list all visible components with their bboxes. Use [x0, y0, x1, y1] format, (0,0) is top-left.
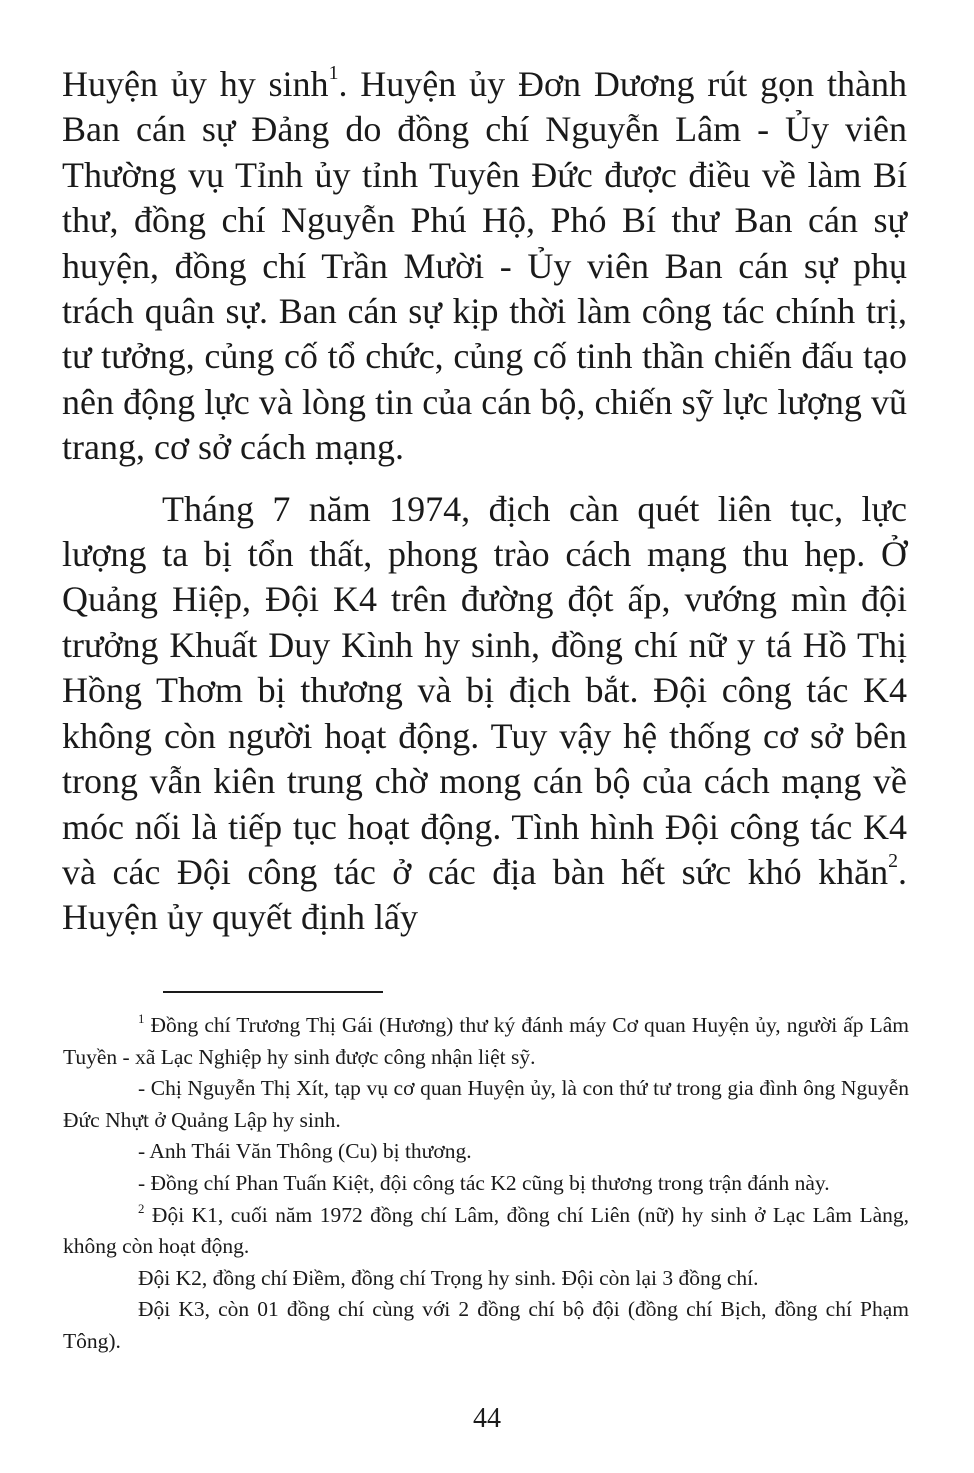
footnote-2-item [63, 1263, 909, 1295]
paragraph-text: Huyện ủy hy sinh [62, 64, 329, 104]
footnote-1 [63, 1010, 909, 1073]
footnote-text: - Chị Nguyễn Thị Xít, tạp vụ cơ quan Huyện ủy, là con thứ tư trong gia đình ông Nguyễn Đức Nhựt ở Quảng Lập hy sinh. [63, 1076, 909, 1132]
footnote-1-item [63, 1136, 909, 1168]
paragraph-text: . Huyện ủy Đơn Dương rút gọn thành Ban cán sự Đảng do đồng chí Nguyễn Lâm - Ủy viên Thường vụ Tỉnh ủy tỉnh Tuyên Đức được điều về làm Bí thư, đồng chí Nguyễn Phú Hộ, Phó Bí thư Ban cán sự huyện, đồng chí Trần Mười - Ủy viên Ban cán sự phụ trách quân sự. Ban cán sự kịp thời làm công tác chính trị, tư tưởng, củng cố tổ chức, củng cố tinh thần chiến đấu tạo nên động lực và lòng tin của cán bộ, chiến sỹ lực lượng vũ trang, cơ sở cách mạng. [62, 64, 907, 468]
footnote-ref-1: 1 [328, 62, 339, 85]
footnote-text: Đội K3, còn 01 đồng chí cùng với 2 đồng chí bộ đội (đồng chí Bịch, đồng chí Phạm Tông). [63, 1297, 909, 1353]
paragraph-1 [62, 62, 907, 471]
footnotes [63, 1010, 909, 1358]
footnote-marker: 1 [138, 1011, 145, 1026]
footnote-marker: 2 [138, 1201, 145, 1216]
footnote-text: Đội K1, cuối năm 1972 đồng chí Lâm, đồng chí Liên (nữ) hy sinh ở Lạc Lâm Làng, không còn hoạt động. [63, 1202, 909, 1259]
paragraph-2 [62, 487, 907, 941]
footnote-text: - Anh Thái Văn Thông (Cu) bị thương. [138, 1139, 472, 1164]
page-number: 44 [473, 1403, 501, 1434]
footnote-2 [63, 1200, 909, 1263]
footnote-2-item [63, 1294, 909, 1357]
paragraph-text: Tháng 7 năm 1974, địch càn quét liên tục, lực lượng ta bị tổn thất, phong trào cách mạng thu hẹp. Ở Quảng Hiệp, Đội K4 trên đường đột ấp, vướng mìn đội trưởng Khuất Duy Kình hy sinh, đồng chí nữ y tá Hồ Thị Hồng Thơm bị thương và bị địch bắt. Đội công tác K4 không còn người hoạt động. Tuy vậy hệ thống cơ sở bên trong vẫn kiên trung chờ mong cán bộ của cách mạng về móc nối là tiếp tục hoạt động. Tình hình Đội công tác K4 và các Đội công tác ở các địa bàn hết sức khó khăn [62, 488, 907, 892]
footnote-1-item [63, 1168, 909, 1200]
paragraph-text: . Huyện ủy quyết định lấy [62, 851, 907, 938]
footnote-1-item [63, 1073, 909, 1136]
footnote-ref-2: 2 [888, 850, 898, 873]
footnote-text: - Đồng chí Phan Tuấn Kiệt, đội công tác K2 cũng bị thương trong trận đánh này. [138, 1170, 830, 1195]
main-text [62, 62, 907, 941]
footnote-text: Đồng chí Trương Thị Gái (Hương) thư ký đánh máy Cơ quan Huyện ủy, người ấp Lâm Tuyền - xã Lạc Nghiệp hy sinh được công nhận liệt sỹ. [63, 1013, 909, 1069]
footnote-text: Đội K2, đồng chí Điềm, đồng chí Trọng hy sinh. Đội còn lại 3 đồng chí. [138, 1265, 759, 1290]
footnote-divider [163, 991, 383, 993]
